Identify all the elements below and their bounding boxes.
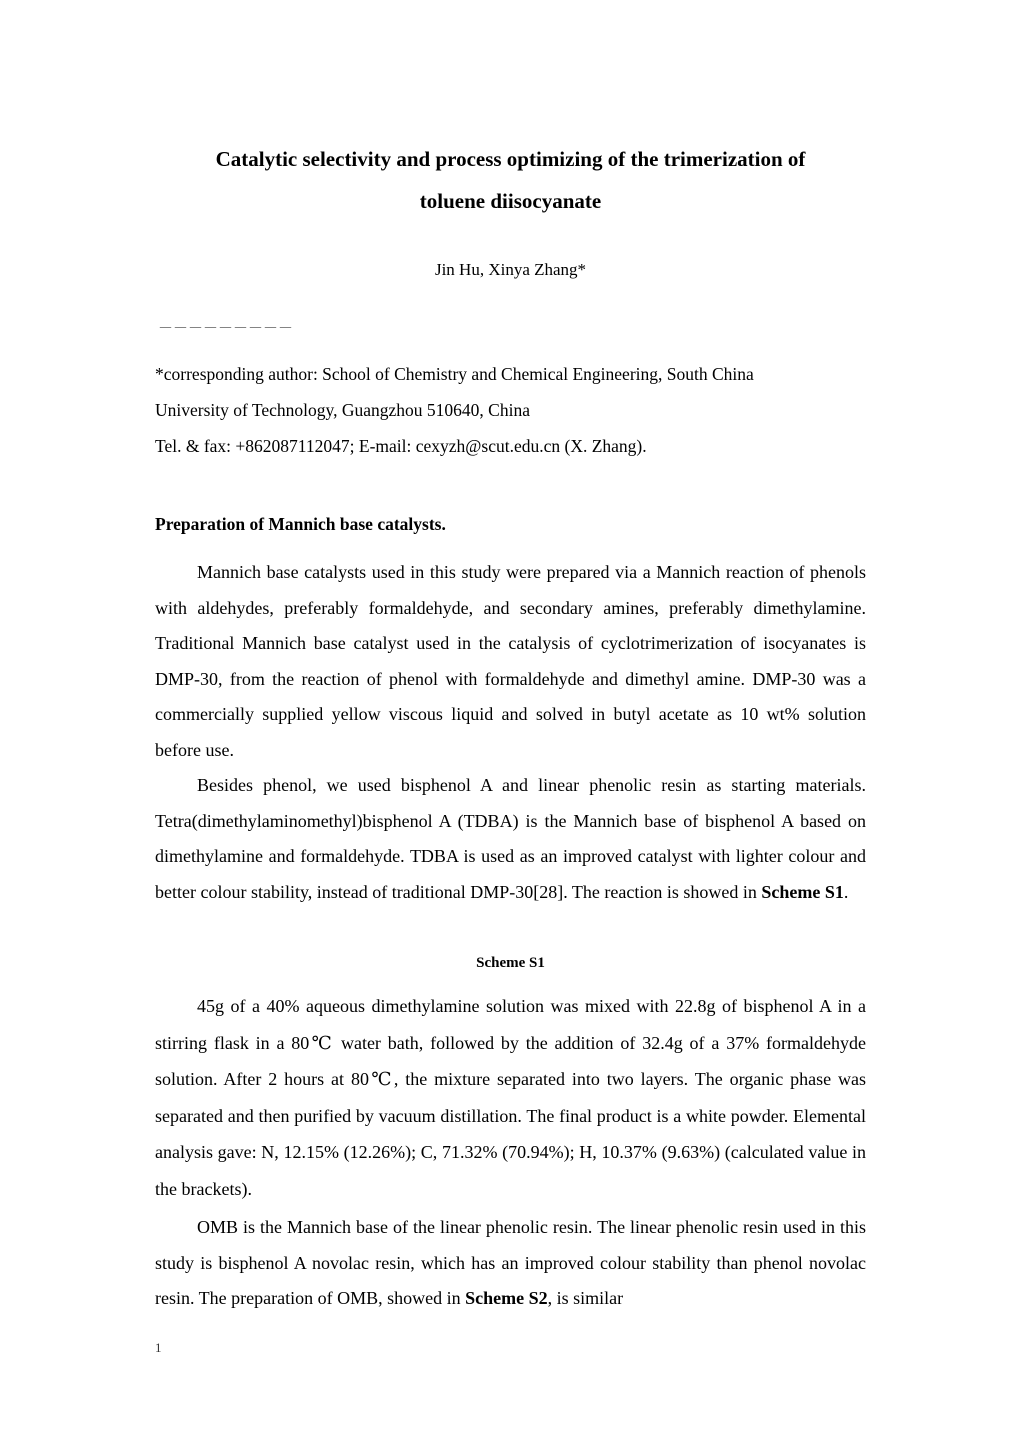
affiliation-line-1: *corresponding author: School of Chemistry and Chemical Engineering, South China (155, 364, 754, 384)
paragraph-omb (155, 1210, 866, 1317)
scheme-caption: Scheme S1 (476, 955, 545, 971)
page-number: 1 (155, 1340, 162, 1355)
paragraph-text: Besides phenol, we used bisphenol A and linear phenolic resin as starting materials. Tetra(dimethylaminomethyl)bisphenol A (TDBA) is the Mannich base of bisphenol A based on dimethylamine and formaldehyde. TDBA is used as an improved catalyst with lighter colour and better colour stability, instead of traditional DMP-30[28]. The reaction is showed in (155, 775, 866, 902)
paper-title (155, 138, 866, 222)
author-list: Jin Hu, Xinya Zhang* (434, 260, 587, 279)
scheme-s2-reference: Scheme S2 (465, 1288, 548, 1309)
title-line-1: Catalytic selectivity and process optimizing of the trimerization of (215, 147, 806, 171)
affiliation-line-2: University of Technology, Guangzhou 510640, China (155, 400, 530, 420)
paragraph-text: . (843, 881, 849, 902)
paragraph-synthesis-procedure: 45g of a 40% aqueous dimethylamine solution was mixed with 22.8g of bisphenol A in a stirring flask in a 80℃ water bath, followed by the addition of 32.4g of a 37% formaldehyde solution. After 2 hours at 80℃, the mixture separated into two layers. The organic phase was separated and then purified by vacuum distillation. The final product is a white powder. Elemental analysis gave: N, 12.15% (12.26%); C, 71.32% (70.94%); H, 10.37% (9.63%) (calculated value in the brackets). (155, 996, 866, 1199)
footnote-separator: －－－－－－－－－ (158, 319, 294, 337)
title-line-2: toluene diisocyanate (419, 189, 602, 213)
paragraph-text: OMB is the Mannich base of the linear phenolic resin. The linear phenolic resin used in this study is bisphenol A novolac resin, which has an improved colour stability than phenol novolac resin. The preparation of OMB, showed in (155, 1217, 866, 1309)
paragraph-tdba (155, 768, 866, 910)
scheme-s1-reference: Scheme S1 (761, 881, 844, 902)
section-heading: Preparation of Mannich base catalysts. (155, 514, 446, 534)
corresponding-author-info (155, 356, 866, 464)
contact-line: Tel. & fax: +862087112047; E-mail: cexyzh@scut.edu.cn (X. Zhang). (155, 436, 647, 456)
paragraph-text: , is similar (547, 1288, 624, 1309)
paragraph-mannich-intro: Mannich base catalysts used in this study were prepared via a Mannich reaction of phenols with aldehydes, preferably formaldehyde, and secondary amines, preferably dimethylamine. Traditional Mannich base catalyst used in the catalysis of cyclotrimerization of isocyanates is DMP-30, from the reaction of phenol with formaldehyde and dimethyl amine. DMP-30 was a commercially supplied yellow viscous liquid and solved in butyl acetate as 10 wt% solution before use. (155, 562, 866, 760)
